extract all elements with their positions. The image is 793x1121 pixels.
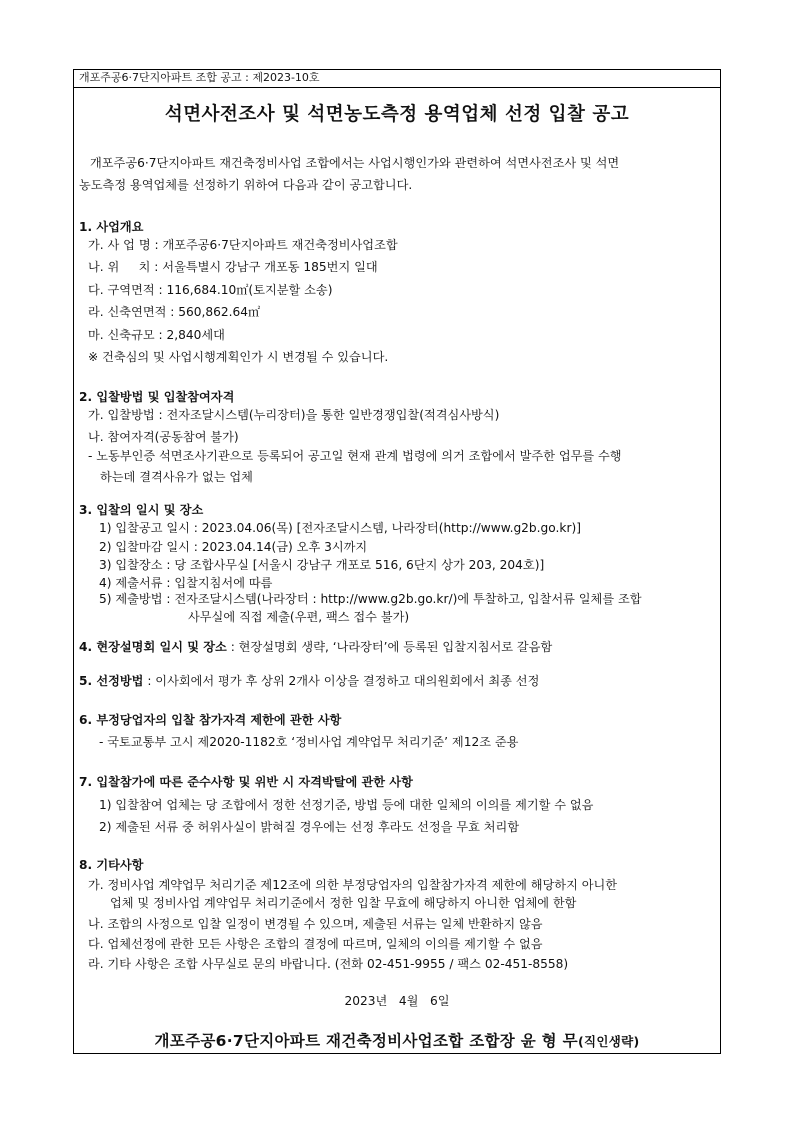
notice-date: 2023년 4월 6일	[344, 994, 450, 1008]
s1-item: 다. 구역면적 : 116,684.10㎡(토지분할 소송)	[88, 283, 333, 297]
notice-number: 개포주공6·7단지아파트 조합 공고 : 제2023-10호	[73, 69, 721, 88]
s1-note: ※ 건축심의 및 사업시행계획인가 시 변경될 수 있습니다.	[88, 350, 389, 364]
issuer-signature	[73, 1029, 721, 1051]
s8-item: 나. 조합의 사정으로 입찰 일정이 변경될 수 있으며, 제출된 서류는 일체 반환하지 않음	[88, 917, 543, 931]
section-8-heading: 8. 기타사항	[79, 858, 144, 872]
s1-item: 마. 신축규모 : 2,840세대	[88, 328, 225, 342]
s3-item-cont: 사무실에 직접 제출(우편, 팩스 접수 불가)	[188, 610, 410, 624]
s8-item: 라. 기타 사항은 조합 사무실로 문의 바랍니다. (전화 02-451-9955 / 팩스 02-451-8558)	[88, 957, 569, 971]
section-4-text: : 현장설명회 생략, ‘나라장터’에 등록된 입찰지침서로 갈음함	[226, 640, 553, 654]
section-6-heading: 6. 부정당업자의 입찰 참가자격 제한에 관한 사항	[79, 713, 342, 727]
s1-item: 가. 사 업 명 : 개포주공6·7단지아파트 재건축정비사업조합	[88, 238, 398, 252]
intro-line-1: 개포주공6·7단지아파트 재건축정비사업 조합에서는 사업시행인가와 관련하여 석면사전조사 및 석면	[90, 156, 620, 170]
s8-item: 가. 정비사업 계약업무 처리기준 제12조에 의한 부정당업자의 입찰참가자격 제한에 해당하지 아니한	[88, 878, 618, 892]
s6-item: - 국토교통부 고시 제2020-1182호 ‘정비사업 계약업무 처리기준’ 제12조 준용	[99, 735, 519, 749]
document-title: 석면사전조사 및 석면농도측정 용역업체 선정 입찰 공고	[164, 104, 630, 125]
s7-item: 2) 제출된 서류 중 허위사실이 밝혀질 경우에는 선정 후라도 선정을 무효 처리함	[99, 820, 520, 834]
s1-item: 라. 신축연면적 : 560,862.64㎡	[88, 305, 261, 319]
s2-item-cont: 하는데 결격사유가 없는 업체	[100, 470, 253, 484]
s2-item: - 노동부인증 석면조사기관으로 등록되어 공고일 현재 관계 법령에 의거 조합에서 발주한 업무를 수행	[88, 449, 622, 463]
section-5	[79, 673, 539, 689]
section-1-heading: 1. 사업개요	[79, 220, 144, 234]
s2-item: 가. 입찰방법 : 전자조달시스템(누리장터)을 통한 일반경쟁입찰(적격심사방식)	[88, 408, 500, 422]
section-5-heading: 5. 선정방법	[79, 674, 144, 688]
s8-item: 다. 업체선정에 관한 모든 사항은 조합의 결정에 따르며, 일체의 이의를 제기할 수 없음	[88, 937, 543, 951]
s8-item-cont: 업체 및 정비사업 계약업무 처리기준에서 정한 입찰 무효에 해당하지 아니한 업체에 한함	[110, 896, 577, 910]
section-4-heading: 4. 현장설명회 일시 및 장소	[79, 640, 227, 654]
s7-item: 1) 입찰참여 업체는 당 조합에서 정한 선정기준, 방법 등에 대한 일체의 이의를 제기할 수 없음	[99, 798, 594, 812]
s3-item: 1) 입찰공고 일시 : 2023.04.06(목) [전자조달시스템, 나라장터(http://www.g2b.go.kr)]	[99, 521, 581, 535]
section-5-text: : 이사회에서 평가 후 상위 2개사 이상을 결정하고 대의원회에서 최종 선정	[143, 674, 540, 688]
s3-item: 5) 제출방법 : 전자조달시스템(나라장터 : http://www.g2b.go.kr/)에 투찰하고, 입찰서류 일체를 조합	[99, 592, 642, 606]
section-3-heading: 3. 입찰의 일시 및 장소	[79, 503, 204, 517]
s3-item: 3) 입찰장소 : 당 조합사무실 [서울시 강남구 개포로 516, 6단지 상가 203, 204호)]	[99, 558, 545, 572]
s2-item: 나. 참여자격(공동참여 불가)	[88, 430, 239, 444]
seal-note: (직인생략)	[577, 1034, 640, 1049]
section-4	[79, 639, 552, 655]
s3-item: 4) 제출서류 : 입찰지침서에 따름	[99, 576, 273, 590]
issuer-name: 개포주공6·7단지아파트 재건축정비사업조합 조합장 윤 형 무	[154, 1032, 578, 1050]
section-2-heading: 2. 입찰방법 및 입찰참여자격	[79, 390, 235, 404]
s1-item: 나. 위 치 : 서울특별시 강남구 개포동 185번지 일대	[88, 260, 378, 274]
section-7-heading: 7. 입찰참가에 따른 준수사항 및 위반 시 자격박탈에 관한 사항	[79, 775, 413, 789]
intro-line-2: 농도측정 용역업체를 선정하기 위하여 다음과 같이 공고합니다.	[79, 178, 413, 192]
s3-item: 2) 입찰마감 일시 : 2023.04.14(금) 오후 3시까지	[99, 540, 368, 554]
